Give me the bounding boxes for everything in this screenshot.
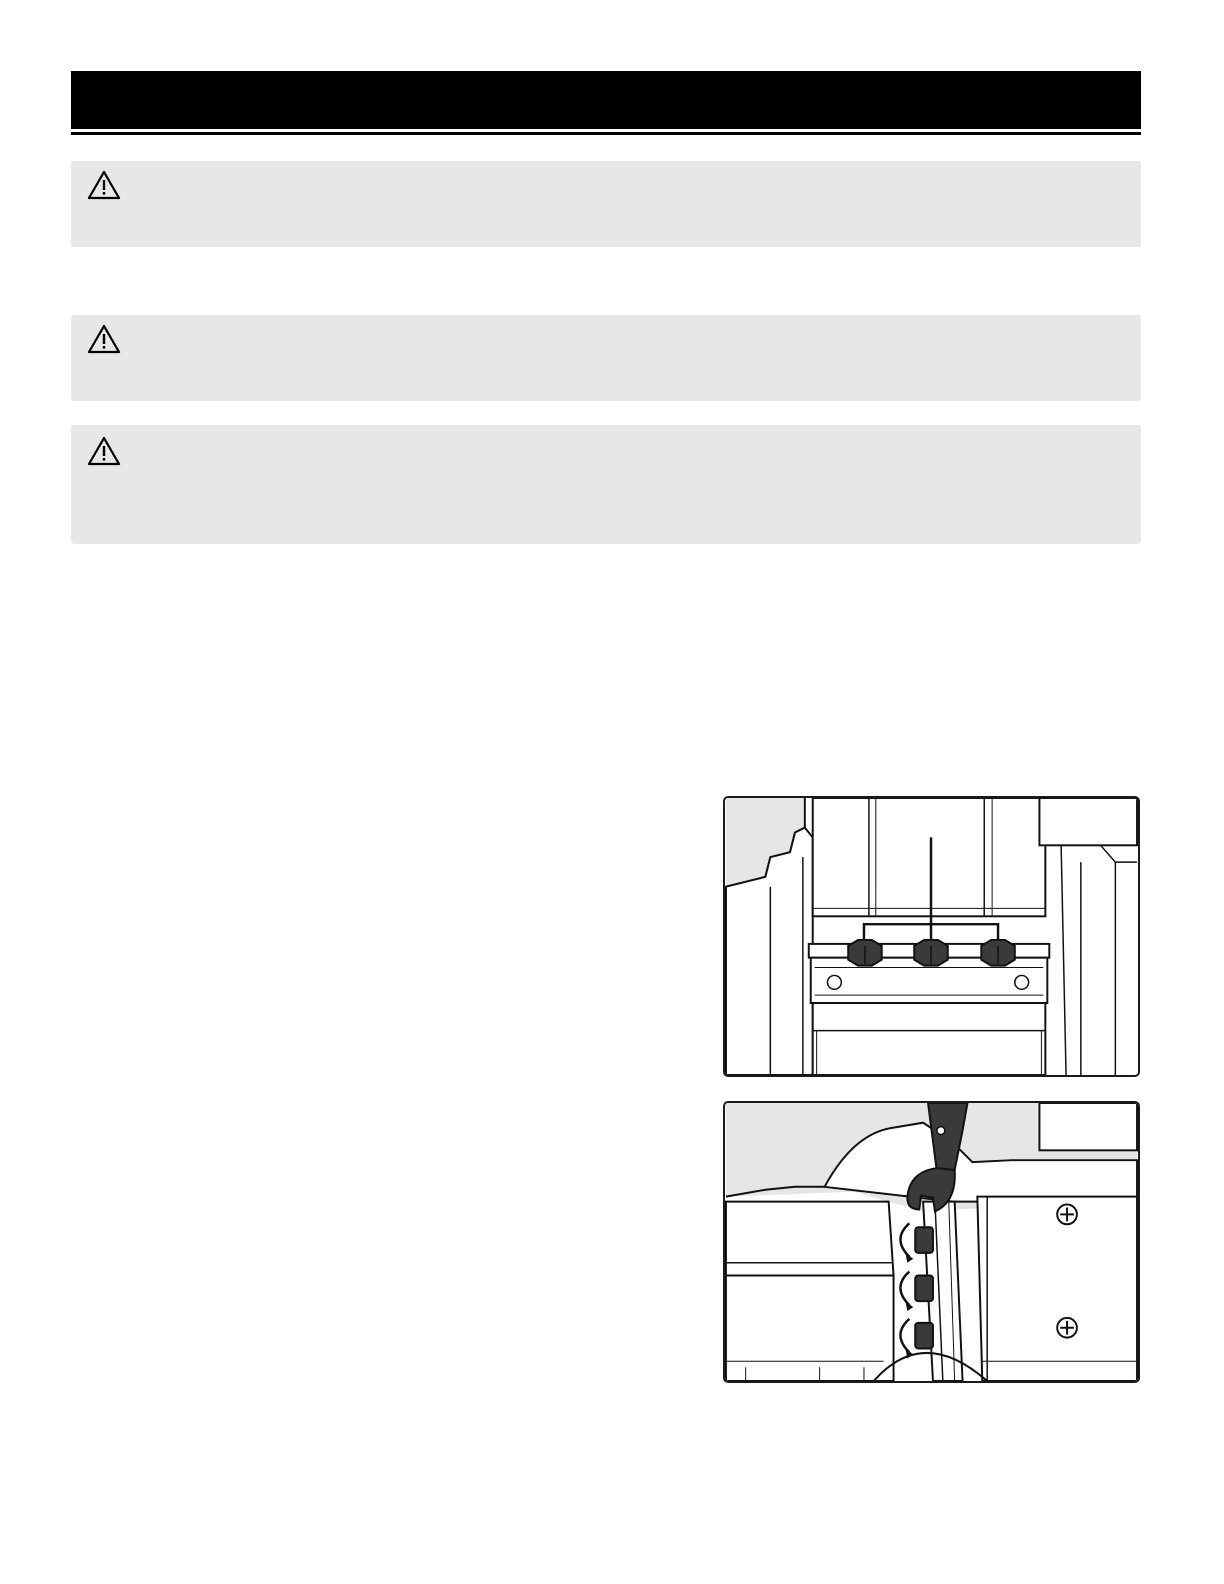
blade-clamp-bolts-diagram — [723, 796, 1140, 1077]
warning-triangle-icon — [86, 169, 122, 201]
rotation-arrow-icon — [900, 1223, 909, 1352]
blade-clamp-illustration — [725, 798, 1138, 1075]
section-header-bar — [71, 71, 1141, 129]
warning-box — [71, 425, 1141, 544]
warning-triangle-icon — [86, 435, 122, 467]
wrench-illustration — [725, 1103, 1138, 1381]
wrench-loosening-bolts-diagram — [723, 1101, 1140, 1383]
warning-box — [71, 161, 1141, 247]
header-divider — [71, 132, 1141, 135]
warning-triangle-icon — [86, 323, 122, 355]
warning-box — [71, 315, 1141, 401]
bolt-icon — [915, 1227, 933, 1348]
